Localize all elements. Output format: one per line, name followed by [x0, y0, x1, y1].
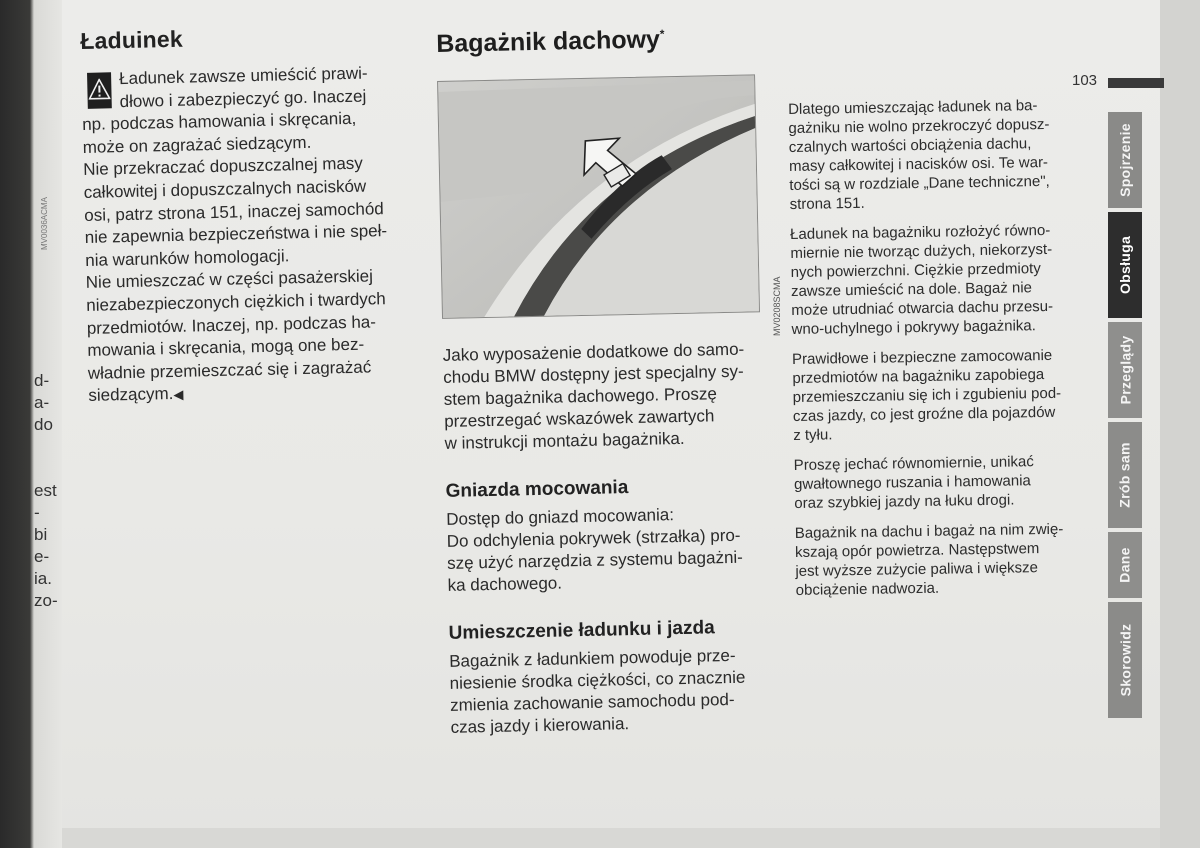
chapter-tabs	[1108, 112, 1142, 772]
optional-equipment-mark: *	[659, 26, 665, 41]
page-shadow	[62, 828, 1162, 848]
subheading-umieszczenie: Umieszczenie ładunku i jazda	[448, 617, 715, 644]
chapter-tab-label: Skorowidz	[1117, 623, 1133, 697]
right-paragraph-line: strona 151.	[789, 194, 865, 213]
right-column	[788, 95, 1102, 611]
right-paragraph-line: Bagażnik na dachu i bagaż na nim zwię-	[794, 520, 1064, 542]
edge-fragment: -	[34, 503, 40, 522]
warning-text	[81, 61, 429, 409]
right-paragraph-line: oraz szybkiej jazdy na łuku drogi.	[794, 491, 1015, 512]
chapter-tab[interactable]	[1108, 422, 1142, 528]
warning-line-text: Nie przekraczać dopuszczalnej masy	[83, 153, 364, 180]
edge-fragment	[34, 436, 58, 458]
warning-line-text: nia warunków homologacji.	[85, 246, 290, 270]
right-paragraph-line: wno-uchylnego i pokrywy bagażnika.	[791, 317, 1037, 338]
section-line: Bagażnik z ładunkiem powoduje prze-	[449, 645, 736, 671]
right-paragraph	[792, 345, 1099, 445]
edge-fragment: bi	[34, 525, 48, 544]
section-line: Do odchylenia pokrywek (strzałka) pro-	[446, 525, 741, 551]
right-paragraph-line: Prawidłowe i bezpieczne zamocowanie	[791, 346, 1053, 368]
right-paragraph-line: zawsze umieścić na dole. Bagaż nie	[790, 279, 1033, 300]
right-paragraph-line: kszają opór powietrza. Następstwem	[794, 540, 1040, 561]
right-paragraph	[788, 95, 1096, 214]
warning-line-text: dłowo i zabezpieczyć go. Inaczej	[119, 86, 367, 111]
warning-line-text: nie zapewnia bezpieczeństwa i nie speł-	[84, 221, 388, 248]
section-line: szę użyć narzędzia z systemu bagażni-	[446, 547, 744, 573]
edge-fragment: e-	[34, 547, 50, 566]
warning-line-text: władnie przemieszczać się i zagrażać	[87, 357, 372, 383]
warning-line-text: Ładunek zawsze umieścić prawi-	[118, 63, 368, 89]
roof-rack-figure	[437, 74, 760, 319]
intro-line: Jako wyposażenie dodatkowe do samo-	[442, 339, 745, 365]
edge-fragment: d-	[34, 371, 50, 390]
right-paragraph-line: miernie nie tworząc dużych, niekorzyst-	[790, 240, 1053, 262]
edge-fragment: a-	[34, 393, 50, 412]
right-paragraph	[795, 519, 1102, 600]
page-stack-edge	[1160, 0, 1200, 848]
chapter-tab-label: Obsługa	[1117, 235, 1134, 295]
warning-line-text: całkowitej i dopuszczalnych nacisków	[83, 176, 367, 202]
edge-fragment: zo-	[34, 591, 58, 610]
figure-code: MV0208SCMA	[772, 276, 782, 336]
section-umieszczenie-text	[449, 644, 781, 739]
chapter-tab-label: Przeglądy	[1117, 335, 1133, 405]
chapter-tab[interactable]	[1108, 112, 1142, 208]
warning-line-text: Nie umieszczać w części pasażerskiej	[85, 266, 374, 293]
right-paragraph-line: Dlatego umieszczając ładunek na ba-	[788, 97, 1038, 118]
warning-line-text: niezabezpieczonych ciężkich i twardych	[86, 289, 386, 315]
chapter-tab[interactable]	[1108, 212, 1142, 318]
warning-line-text: mowania i skręcania, mogą one bez-	[87, 334, 365, 361]
warning-line-text: osi, patrz strona 151, inaczej samochód	[84, 198, 384, 225]
section-line: ka dachowego.	[447, 573, 563, 595]
section-line: Dostęp do gniazd mocowania:	[446, 505, 675, 529]
previous-page-fragments	[34, 370, 58, 612]
right-paragraph-line: Proszę jechać równomiernie, unikać	[793, 453, 1034, 474]
middle-column	[436, 23, 781, 739]
section-line: czas jazdy i kierowania.	[450, 714, 630, 737]
section-gniazda-text	[446, 502, 778, 597]
page-number: 103	[1072, 72, 1098, 89]
subheading-gniazda: Gniazda mocowania	[445, 477, 629, 502]
warning-triangle-icon	[87, 72, 112, 109]
section-line: zmienia zachowanie samochodu pod-	[449, 689, 735, 715]
right-paragraph-line: masy całkowitej i nacisków osi. Te war-	[788, 153, 1049, 175]
right-paragraph-line: jest wyższe zużycie paliwa i większe	[795, 559, 1039, 580]
chapter-tab[interactable]	[1108, 322, 1142, 418]
right-paragraph-line: przedmiotów na bagażniku zapobiega	[792, 366, 1045, 387]
warning-line-text: siedzącym.	[88, 384, 174, 406]
edge-fragment: do	[34, 415, 53, 434]
chapter-tab-label: Zrób sam	[1117, 442, 1134, 508]
warning-line-text: może on zagrażać siedzącym.	[82, 132, 312, 157]
chapter-tab-label: Dane	[1117, 547, 1133, 583]
chapter-tab[interactable]	[1108, 532, 1142, 598]
page-title	[436, 23, 767, 59]
right-paragraph-line: gażniku nie wolno przekroczyć dopusz-	[788, 115, 1050, 137]
left-column	[80, 20, 429, 409]
section-line: niesienie środka ciężkości, co znacznie	[449, 667, 746, 693]
page-title-text: Bagażnik dachowy	[436, 25, 661, 58]
intro-line: w instrukcji montażu bagażnika.	[444, 428, 685, 453]
warning-line-text: przedmiotów. Inaczej, np. podczas ha-	[86, 311, 377, 338]
right-paragraph-line: tości są w rozdziale „Dane techniczne",	[789, 172, 1050, 194]
edge-fragment	[34, 458, 58, 480]
end-of-warning-icon: ◀	[173, 387, 184, 403]
right-paragraph-line: nych powierzchni. Ciężkie przedmioty	[790, 260, 1041, 281]
edge-fragment: ia.	[34, 569, 52, 588]
right-paragraph-line: Ładunek na bagażniku rozłożyć równo-	[789, 221, 1051, 243]
warning-line-text: np. podczas hamowania i skręcania,	[81, 108, 357, 135]
right-paragraph-line: obciążenie nadwozia.	[795, 579, 940, 599]
previous-page-code: MV0036ACMA	[40, 197, 49, 250]
right-paragraph-line: czas jazdy, co jest groźne dla pojazdów	[792, 403, 1056, 425]
intro-line: stem bagażnika dachowego. Proszę	[443, 384, 717, 409]
chapter-tab[interactable]	[1108, 602, 1142, 718]
edge-fragment: est	[34, 481, 57, 500]
right-paragraph	[790, 220, 1098, 339]
roof-illustration	[438, 75, 760, 319]
right-paragraph-line: gwałtownego ruszania i hamowania	[793, 472, 1031, 493]
right-paragraph-line: z tyłu.	[793, 426, 833, 444]
intro-line: przestrzegać wskazówek zawartych	[444, 406, 715, 431]
warning-block	[81, 61, 429, 409]
right-paragraph-line: przemieszczaniu się ich i zgubieniu pod-	[792, 384, 1062, 406]
intro-line: chodu BMW dostępny jest specjalny sy-	[443, 361, 744, 387]
page-number-bar	[1108, 78, 1164, 88]
section-title-ladunek: Ładuinek	[80, 25, 184, 54]
right-paragraph-line: może utrudniać otwarcia dachu przesu-	[791, 297, 1054, 319]
chapter-tab-label: Spojrzenie	[1117, 123, 1134, 197]
intro-paragraph	[443, 338, 775, 455]
right-paragraph-line: czalnych wartości obciążenia dachu,	[788, 135, 1032, 156]
right-paragraph	[794, 451, 1101, 513]
